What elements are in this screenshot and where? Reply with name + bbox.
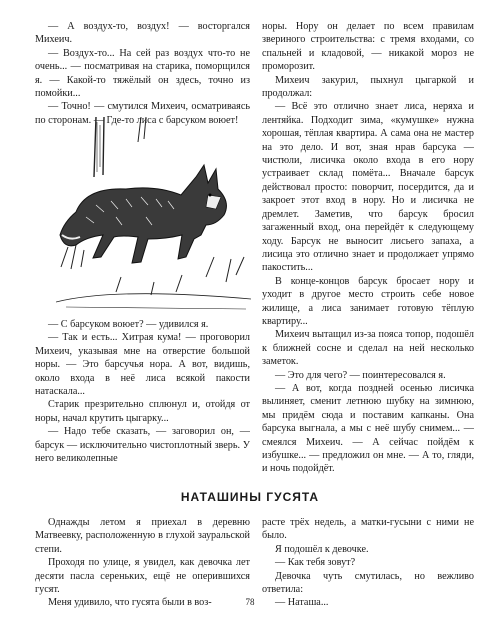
paragraph: — Так и есть... Хитрая кума! — проговорил Михеич, указывая мне на отверстие большой норы. — Это барсучья нора. А вот, видишь, около входа в неё лиса всякой пакости натаскала... bbox=[35, 332, 250, 398]
paragraph: — А вот, когда поздней осенью лисичка вылиняет, сменит летнюю шубку на зимнюю, мы придём сюда и поставим капканы. Она барсука выгнала, а мы с неё шубу снимем... — смеялся Михеич. — А сейчас пойдём к избушке... — предложил он мне. — А то, гляди, и ночь подойдёт. bbox=[262, 382, 474, 475]
paragraph: Старик презрительно сплюнул и, отойдя от норы, начал крутить цыгарку... bbox=[35, 399, 250, 424]
paragraph: — Это для чего? — поинтересовался я. bbox=[275, 369, 446, 381]
paragraph: — Наташа... bbox=[275, 597, 329, 609]
paragraph: расте трёх недель, а матки-гусыни с ними не было. bbox=[262, 517, 474, 542]
paragraph: Меня удивило, что гусята были в воз- bbox=[48, 597, 212, 609]
right-column-bottom bbox=[262, 516, 474, 610]
page-number: 78 bbox=[245, 597, 255, 607]
paragraph: Я подошёл к девочке. bbox=[275, 543, 369, 555]
left-column-middle bbox=[35, 318, 250, 465]
paragraph: Михеич вытащил из-за пояса топор, подошёл к ближней сосне и сделал на ней несколько заметок. bbox=[262, 329, 474, 368]
left-column-top bbox=[35, 20, 250, 127]
story-title: НАТАШИНЫ ГУСЯТА bbox=[180, 490, 320, 504]
paragraph: — С барсуком воюет? — удивился я. bbox=[48, 319, 209, 330]
paragraph: — Всё это отлично знает лиса, неряха и лентяйка. Подходит зима, «кумушке» нужна хорошая, тёплая квартира. А сама она не мастер на это дело. И вот, зная нрав барсука — чистюли, лисичка около входа в его нору устраивает склад помёта... Вначале барсук действовал просто: поворчит, посердится, да и закроет этот вход в нору. Но и лисичка не дремлет. Заметив, что барсук бросил загаженный вход, она перейдёт к следующему ходу. Барсук не выносит лисьего запаха, а лисица это отлично знает и продолжает упрямо пакостить... bbox=[262, 101, 474, 274]
paragraph: — Воздух-то... На сей раз воздух что-то не очень... — посматривая на старика, поморщился я. — Какой-то тяжёлый он здесь, точно из помойки... bbox=[35, 47, 250, 100]
fox-illustration bbox=[56, 117, 251, 312]
paragraph: В конце-концов барсук бросает нору и уходит в другое место строить себе новое жилище, а лиса занимает готовую тёплую квартиру... bbox=[262, 275, 474, 327]
paragraph: Однажды летом я приехал в деревню Матвеевку, расположенную в глухой зауральской степи. bbox=[35, 517, 250, 555]
paragraph: Михеич закурил, пыхнул цыгаркой и продолжал: bbox=[262, 74, 474, 100]
paragraph: — Как тебя зовут? bbox=[275, 557, 356, 569]
paragraph: Девочка чуть смутилась, но вежливо ответила: bbox=[262, 570, 474, 596]
paragraph: — А воздух-то, воздух! — восторгался Михеич. bbox=[35, 21, 250, 46]
paragraph: — Точно! — смутился Михеич, осматриваясь по сторонам. — Где-то лиса с барсуком воюет! bbox=[35, 101, 250, 126]
left-column-bottom bbox=[35, 516, 250, 610]
right-column-top bbox=[262, 20, 474, 476]
paragraph: Проходя по улице, я увидел, как девочка лет десяти пасла сереньких, ещё не оперившихся гусят. bbox=[35, 557, 250, 596]
paragraph: норы. Нору он делает по всем правилам звериного строительства: с тремя входами, со спальней и кладовой, — никакой мороз не проморозит. bbox=[262, 21, 474, 73]
paragraph: — Надо тебе сказать, — заговорил он, — барсук — исключительно чистоплотный зверь. У него великолепные bbox=[35, 426, 250, 465]
